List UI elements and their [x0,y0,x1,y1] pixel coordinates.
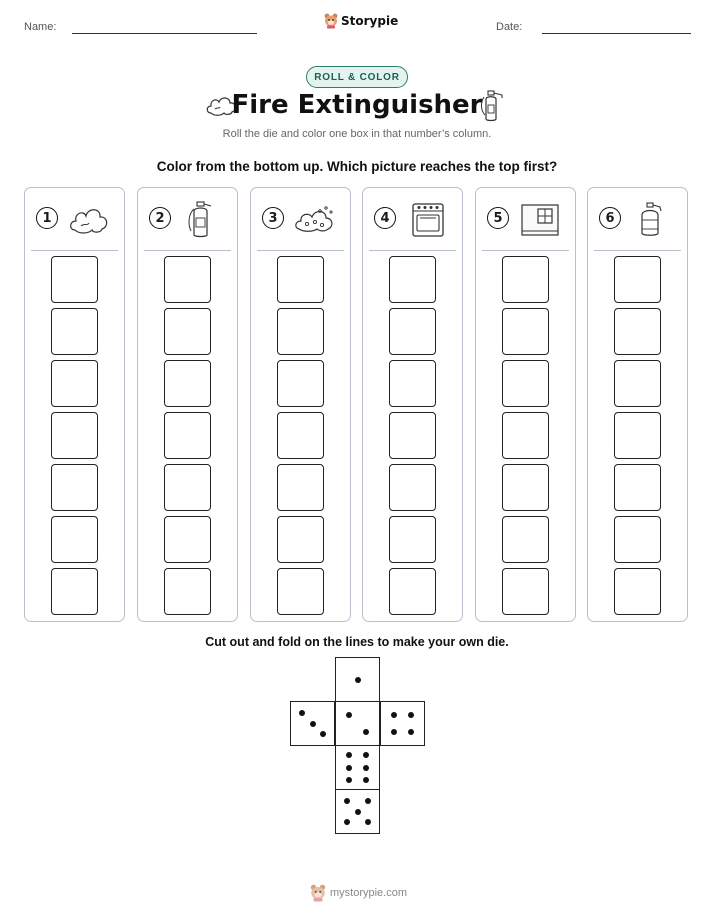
color-box[interactable] [51,412,98,459]
roll-and-color-badge: ROLL & COLOR [306,66,408,88]
die-pip [344,798,350,804]
die-instruction: Cut out and fold on the lines to make your own die. [205,635,509,649]
brand [324,13,398,29]
date-label: Date: [496,21,523,33]
column-number: 4 [374,207,396,229]
color-box[interactable] [389,464,436,511]
window-wall-icon [518,200,562,238]
die-pip [320,731,326,737]
color-box[interactable] [277,568,324,615]
color-box[interactable] [502,464,549,511]
footer [310,884,407,902]
color-box[interactable] [389,568,436,615]
die-face-2 [335,701,380,746]
column-divider [482,250,569,251]
column-2 [137,187,238,622]
date-field[interactable] [542,33,691,34]
color-box[interactable] [614,256,661,303]
color-box[interactable] [389,360,436,407]
color-box[interactable] [502,412,549,459]
die-face-4 [380,701,425,746]
column-divider [257,250,344,251]
color-box[interactable] [389,412,436,459]
color-box[interactable] [277,464,324,511]
color-box[interactable] [614,308,661,355]
column-5 [475,187,576,622]
color-box[interactable] [614,464,661,511]
column-1 [24,187,125,622]
color-box[interactable] [164,412,211,459]
storypie-logo-icon [310,884,326,902]
footer-link[interactable]: mystorypie.com [330,887,408,899]
column-number: 2 [149,207,171,229]
oven-icon [405,200,449,238]
die-pip [346,765,352,771]
die-pip [408,712,414,718]
color-box[interactable] [614,412,661,459]
column-number: 5 [487,207,509,229]
color-box[interactable] [51,308,98,355]
color-box[interactable] [51,256,98,303]
die-pip [365,819,371,825]
die-pip [391,712,397,718]
die-pip [355,677,361,683]
color-box[interactable] [389,256,436,303]
color-box[interactable] [277,516,324,563]
brand-name: Storypie [341,14,399,28]
color-box[interactable] [502,516,549,563]
column-number: 6 [599,207,621,229]
color-box[interactable] [389,516,436,563]
color-box[interactable] [502,360,549,407]
color-box[interactable] [614,568,661,615]
die-pip [408,729,414,735]
die-pip [344,819,350,825]
die-face-6 [335,745,380,790]
extinguisher-canister-icon [630,200,674,238]
color-box[interactable] [164,256,211,303]
color-box[interactable] [51,360,98,407]
die-face-3 [290,701,335,746]
subtitle: Roll the die and color one box in that number’s column. [222,128,492,140]
color-box[interactable] [614,516,661,563]
die-pip [346,777,352,783]
die-pip [391,729,397,735]
die-face-5 [335,789,380,834]
name-label: Name: [24,21,57,33]
fire-extinguisher-icon [180,200,224,238]
storypie-logo-icon [324,13,338,29]
die-pip [365,798,371,804]
column-6 [587,187,688,622]
die-pip [346,712,352,718]
page-title: Fire Extinguisher [231,90,483,120]
color-box[interactable] [614,360,661,407]
color-box[interactable] [502,308,549,355]
die-pip [346,752,352,758]
color-box[interactable] [277,308,324,355]
die-pip [310,721,316,727]
foam-spray-icon [293,200,337,238]
color-box[interactable] [164,308,211,355]
color-box[interactable] [51,464,98,511]
color-box[interactable] [164,568,211,615]
smoke-cloud-icon [67,200,111,238]
die-pip [355,809,361,815]
color-box[interactable] [164,464,211,511]
color-box[interactable] [389,308,436,355]
die-pip [299,710,305,716]
die-pip [363,777,369,783]
die-pip [363,765,369,771]
name-field[interactable] [72,33,257,34]
die-pip [363,752,369,758]
column-number: 3 [262,207,284,229]
die-face-1 [335,657,380,702]
color-box[interactable] [277,360,324,407]
column-3 [250,187,351,622]
column-divider [594,250,681,251]
color-box[interactable] [164,516,211,563]
column-divider [144,250,231,251]
color-box[interactable] [164,360,211,407]
color-box[interactable] [277,412,324,459]
color-box[interactable] [502,568,549,615]
column-4 [362,187,463,622]
column-number: 1 [36,207,58,229]
die-pip [363,729,369,735]
color-box[interactable] [277,256,324,303]
column-divider [31,250,118,251]
color-box[interactable] [502,256,549,303]
column-divider [369,250,456,251]
color-box[interactable] [51,516,98,563]
fire-extinguisher-icon [478,89,506,123]
color-box[interactable] [51,568,98,615]
instruction: Color from the bottom up. Which picture reaches the top first? [156,159,558,174]
